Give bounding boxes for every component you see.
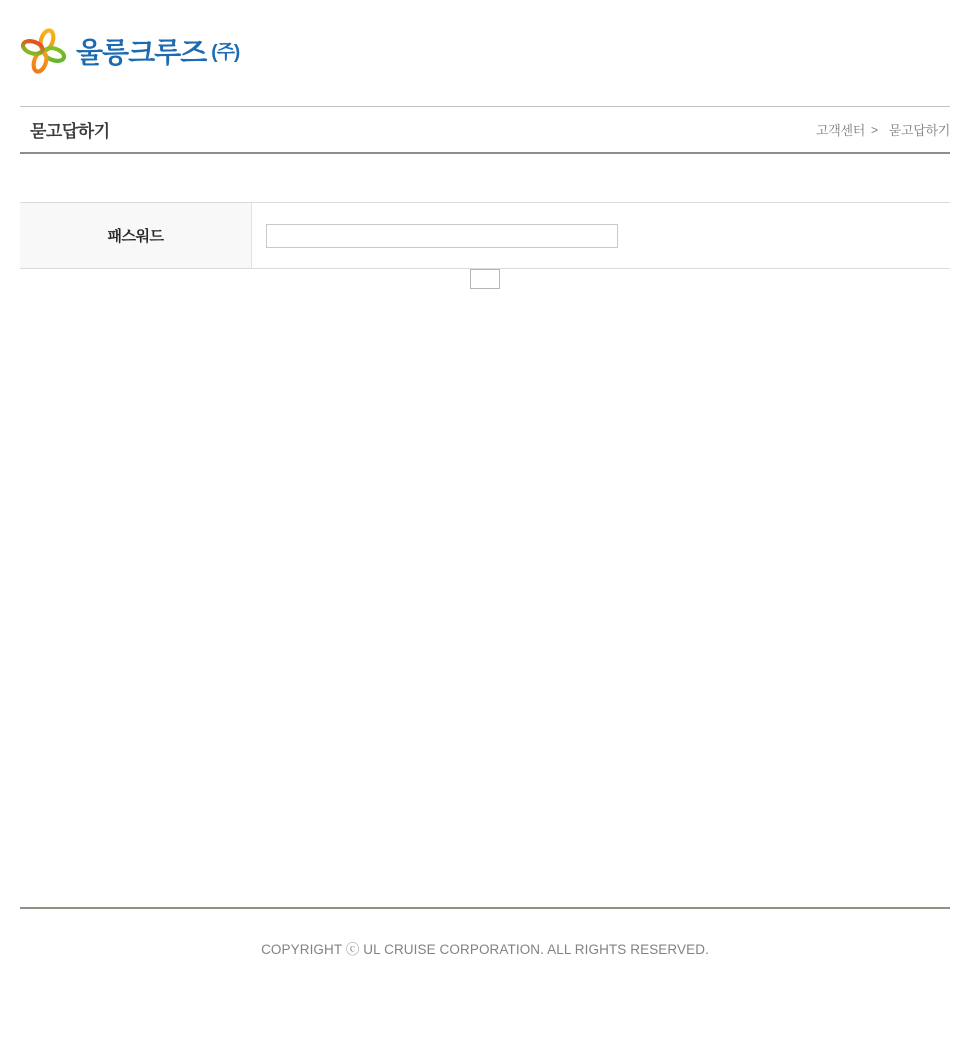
password-form-table (20, 202, 950, 269)
title-bar (20, 106, 950, 154)
breadcrumb-customer-center[interactable]: 고객센터 (815, 123, 865, 138)
password-label: 패스워드 (20, 203, 252, 268)
logo-text (76, 31, 239, 71)
confirm-button[interactable] (470, 269, 500, 289)
company-logo[interactable] (20, 26, 239, 76)
footer (20, 907, 950, 958)
company-name: 울릉크루즈 (76, 37, 207, 68)
breadcrumb-current: 묻고답하기 (888, 123, 950, 138)
page-title: 묻고답하기 (30, 122, 110, 141)
company-suffix: (주) (211, 41, 240, 63)
copyright-text: COPYRIGHT ⓒ UL CRUISE CORPORATION. ALL RIGHTS RESERVED. (261, 942, 709, 957)
password-input-cell (252, 203, 950, 268)
logo-flower-icon (20, 27, 67, 75)
breadcrumb-separator: > (870, 122, 878, 137)
breadcrumb (816, 120, 950, 139)
password-input[interactable] (266, 224, 618, 248)
